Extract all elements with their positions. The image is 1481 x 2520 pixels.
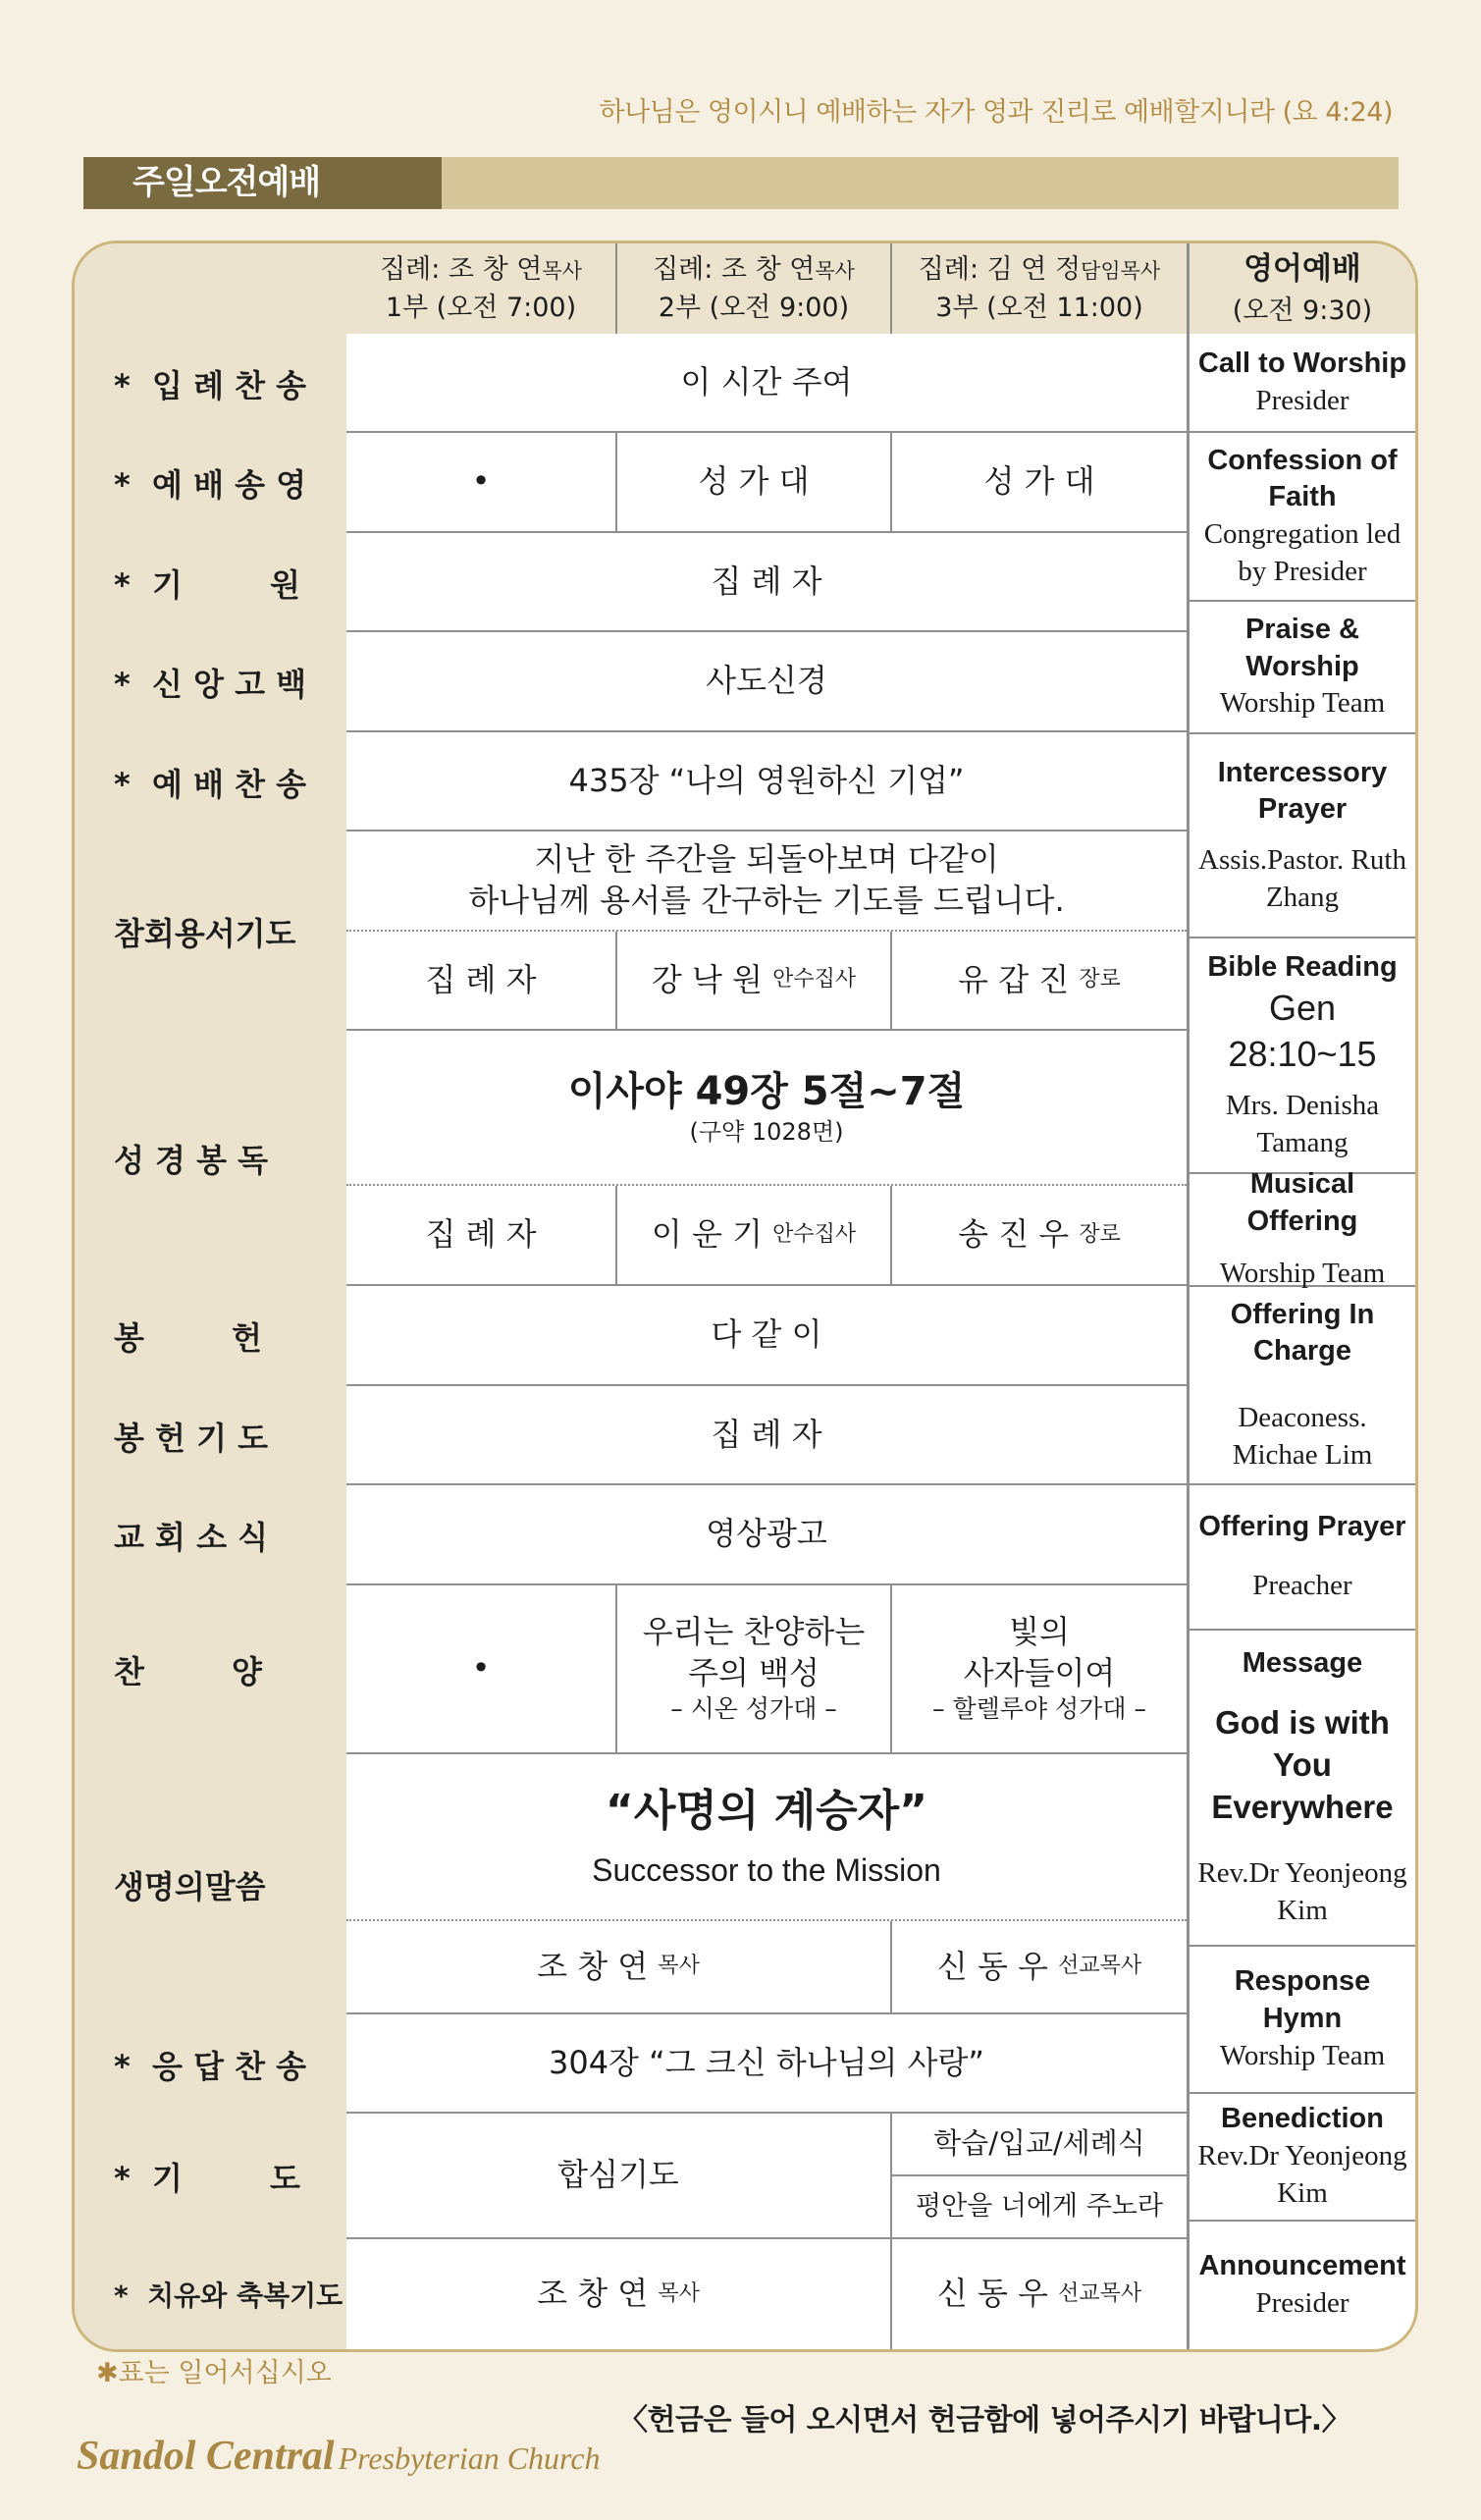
english-item-person: Rev.Dr Yeonjeong Kim: [1197, 1857, 1407, 1927]
english-item-title: Message: [1242, 1647, 1363, 1680]
call-to-worship: 이 시간 주여: [346, 334, 1187, 433]
english-item-title: Confession of Faith: [1207, 444, 1398, 513]
english-item: [1187, 1631, 1415, 1947]
church-name: [77, 2433, 601, 2480]
praise-3: [892, 1585, 1187, 1754]
person-role: 선교목사: [1058, 2280, 1142, 2306]
label-news: 교 회 소 식: [75, 1485, 346, 1585]
english-item-person: Deaconess. Michae Lim: [1232, 1402, 1373, 1471]
person-name: 송 진 우: [958, 1215, 1070, 1254]
english-item: [1187, 1167, 1415, 1290]
english-item-person: Worship Team: [1219, 1258, 1386, 1290]
scripture-reading: [346, 1031, 1187, 1186]
label-offering-prayer: 봉 헌 기 도: [75, 1386, 346, 1485]
praise-title: 우리는 찬양하는: [642, 1613, 866, 1651]
offering-prayer: 집 례 자: [346, 1386, 1187, 1485]
english-item: [1187, 334, 1415, 433]
person-role: 목사: [658, 1954, 700, 1979]
preacher-1: [346, 1921, 892, 2014]
label-confession: 참회용서기도: [75, 831, 346, 1031]
choir-name: – 시온 성가대 –: [670, 1694, 837, 1724]
sermon: [346, 1754, 1187, 1921]
sermon-title: “사명의 계승자”: [605, 1785, 928, 1836]
person-name: 신 동 우: [936, 2275, 1048, 2313]
english-item-person: Congregation led by Presider: [1203, 518, 1402, 587]
person-name: 강 낙 원: [651, 960, 763, 998]
header-role: 목사: [542, 258, 582, 283]
person-role: 장로: [1079, 967, 1121, 992]
header-time: 3부 (오전 11:00): [935, 293, 1143, 323]
english-item-person: Presider: [1255, 2287, 1349, 2319]
title-banner: [83, 157, 1399, 209]
preacher-2: [892, 1921, 1187, 2014]
praise-2: [617, 1585, 892, 1754]
person-role: 선교목사: [1058, 1954, 1142, 1979]
label-doxology: * 예 배 송 영: [75, 433, 346, 533]
prayer-ceremony: 학습/입교/세례식: [892, 2114, 1187, 2176]
church-name-sub: Presbyterian Church: [338, 2440, 601, 2476]
praise-title: 빛의: [1009, 1613, 1070, 1651]
label-scripture: 성 경 봉 독: [75, 1031, 346, 1286]
person-role: 안수집사: [772, 1221, 857, 1247]
doxology-3: 성 가 대: [892, 433, 1187, 533]
confession-leader-1: 집 례 자: [346, 932, 617, 1031]
doxology-2: 성 가 대: [617, 433, 892, 533]
person-name: 신 동 우: [936, 1947, 1048, 1985]
english-item-title: Response Hymn: [1234, 1965, 1371, 2035]
healing-1: [346, 2239, 892, 2349]
header-role: 목사: [815, 258, 855, 283]
confession-leader-2: [617, 932, 892, 1031]
praise-title: 주의 백성: [688, 1653, 820, 1691]
english-item: [1187, 1947, 1415, 2094]
invocation: 집 례 자: [346, 533, 1187, 632]
praise-1: •: [346, 1585, 617, 1754]
church-name-main: Sandol Central: [77, 2434, 335, 2479]
english-item: [1187, 433, 1415, 602]
english-item: [1187, 2094, 1415, 2222]
english-item-person: Worship Team: [1219, 2039, 1386, 2071]
reader-2: [617, 1186, 892, 1286]
verse: 하나님은 영이시니 예배하는 자가 영과 진리로 예배할지니라 (요 4:24): [599, 97, 1393, 128]
english-item: [1187, 2222, 1415, 2349]
english-item-person: Rev.Dr Yeonjeong Kim: [1197, 2140, 1407, 2209]
label-healing: * 치유와 축복기도: [75, 2239, 346, 2349]
person-name: 조 창 연: [537, 2275, 649, 2313]
person-role: 장로: [1079, 1221, 1121, 1247]
english-item: [1187, 1485, 1415, 1631]
header-time: 2부 (오전 9:00): [658, 293, 850, 323]
english-item-person: Worship Team: [1219, 687, 1386, 720]
response-hymn: 304장 “그 크신 하나님의 사랑”: [346, 2014, 1187, 2114]
header-time: 1부 (오전 7:00): [385, 293, 577, 323]
label-sermon: 생명의말씀: [75, 1754, 346, 2014]
church-news: 영상광고: [346, 1485, 1187, 1585]
service-table: [72, 241, 1418, 2352]
header-leader: 집례: 김 연 정: [918, 253, 1082, 285]
label-hymn: * 예 배 찬 송: [75, 732, 346, 831]
offering-note: 〈헌금은 들어 오시면서 헌금함에 넣어주시기 바랍니다.〉: [618, 2403, 1351, 2438]
person-name: 유 갑 진: [958, 960, 1070, 998]
english-item-title: Benediction: [1221, 2103, 1384, 2135]
english-item-person: Mrs. Denisha Tamang: [1225, 1089, 1380, 1158]
person-name: 조 창 연: [537, 1947, 649, 1985]
reader-1: 집 례 자: [346, 1186, 617, 1286]
header-leader: 집례: 조 창 연: [380, 253, 543, 285]
english-item: [1187, 602, 1415, 734]
english-item-person: Assis.Pastor. Ruth Zhang: [1198, 844, 1406, 913]
english-item-person: Preacher: [1252, 1570, 1352, 1601]
confession-leader-3: [892, 932, 1187, 1031]
person-role: 목사: [658, 2280, 700, 2306]
english-item-sermon: God is with You Everywhere: [1211, 1703, 1394, 1825]
english-item-person: Presider: [1255, 384, 1349, 416]
english-item-passage: Gen 28:10~15: [1228, 988, 1377, 1075]
english-item: [1187, 938, 1415, 1174]
label-prayer: * 기 도: [75, 2114, 346, 2239]
person-name: 이 운 기: [651, 1215, 763, 1254]
scripture-page: (구약 1028면): [689, 1118, 844, 1147]
label-offering: 봉 헌: [75, 1286, 346, 1386]
label-call: * 입 례 찬 송: [75, 334, 346, 433]
header-service-1: [346, 243, 617, 334]
page-title: 주일오전예배: [83, 157, 442, 209]
english-item-title: Praise & Worship: [1244, 613, 1360, 682]
prayer-peace: 평안을 너에게 주노라: [892, 2176, 1187, 2239]
header-service-2: [617, 243, 892, 334]
confession-text: [346, 831, 1187, 932]
english-item-title: Musical Offering: [1246, 1167, 1358, 1237]
prayer-unison: 합심기도: [346, 2114, 892, 2239]
english-item-title: Intercessory Prayer: [1217, 756, 1388, 826]
header-english: [1187, 243, 1415, 334]
choir-name: – 할렐루야 성가대 –: [932, 1694, 1146, 1724]
english-item-title: Announcement: [1198, 2250, 1406, 2282]
reader-3: [892, 1186, 1187, 1286]
sermon-title-english: Successor to the Mission: [592, 1851, 941, 1888]
offering: 다 같 이: [346, 1286, 1187, 1386]
label-response: * 응 답 찬 송: [75, 2014, 346, 2114]
scripture-passage: 이사야 49장 5절~7절: [567, 1069, 966, 1115]
header-leader: 집례: 조 창 연: [653, 253, 816, 285]
header-role: 담임목사: [1081, 258, 1161, 283]
english-time: (오전 9:30): [1232, 295, 1373, 326]
english-title: 영어예배: [1243, 250, 1361, 287]
doxology-1: •: [346, 433, 617, 533]
label-creed: * 신 앙 고 백: [75, 632, 346, 732]
label-praise: 찬 양: [75, 1585, 346, 1754]
header-blank: [75, 243, 346, 334]
creed: 사도신경: [346, 632, 1187, 732]
english-item: [1187, 734, 1415, 938]
english-item: [1187, 1287, 1415, 1485]
person-role: 안수집사: [772, 967, 857, 992]
english-item-title: Offering In Charge: [1230, 1298, 1375, 1367]
label-invocation: * 기 원: [75, 533, 346, 632]
confession-line: 하나님께 용서를 간구하는 기도를 드립니다.: [468, 882, 1065, 919]
standing-note: ✱표는 일어서십시오: [96, 2358, 332, 2388]
english-item-title: Offering Prayer: [1198, 1511, 1406, 1543]
english-item-title: Call to Worship: [1197, 347, 1407, 379]
praise-title: 사자들이여: [963, 1653, 1116, 1691]
header-service-3: [892, 243, 1187, 334]
healing-2: [892, 2239, 1187, 2349]
english-item-title: Bible Reading: [1207, 950, 1398, 983]
confession-line: 지난 한 주간을 되돌아보며 다같이: [534, 840, 999, 879]
worship-hymn: 435장 “나의 영원하신 기업”: [346, 732, 1187, 831]
